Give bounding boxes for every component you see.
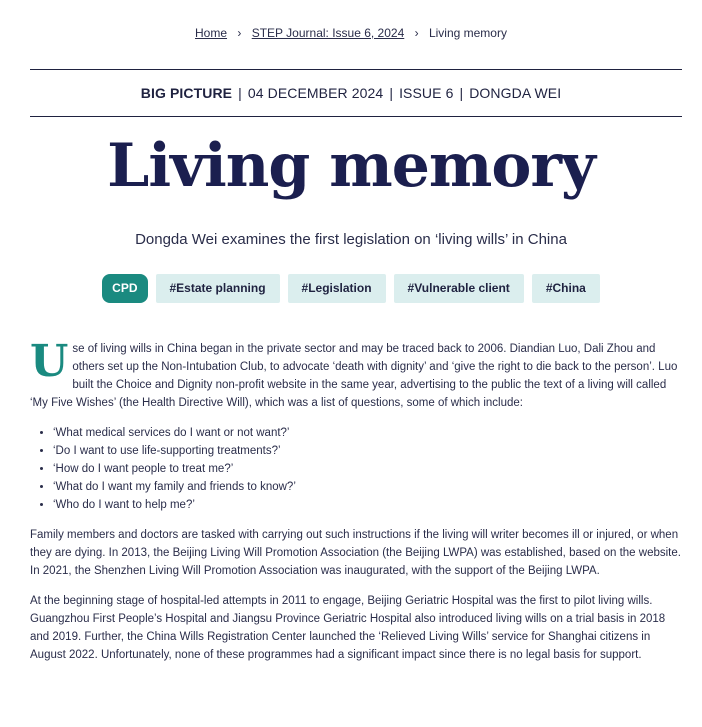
chevron-right-icon: › xyxy=(414,26,419,40)
list-item: • ‘Do I want to use life-supporting treatments?’ xyxy=(53,442,682,460)
breadcrumb xyxy=(0,26,702,40)
drop-cap: U xyxy=(30,336,69,387)
tag-china[interactable]: #China xyxy=(532,274,600,303)
meta-separator: | xyxy=(238,85,242,101)
list-item: • ‘How do I want people to treat me?’ xyxy=(53,460,682,478)
meta-separator: | xyxy=(389,85,394,101)
article-issue: ISSUE 6 xyxy=(399,85,454,101)
paragraph: At the beginning stage of hospital-led attempts in 2011 to engage, Beijing Geriatric Hospital was the first to pilot living wills. Guangzhou First People’s Hospital and Jiangsu Province Geriatric Hospital also introduced living wills on a trial basis in 2018 and 2019. Further, the China Wills Registration Center launched the ‘Relieved Living Wills’ service for Shanghai citizens in August 2022. Unfortunately, none of these programmes had a significant impact since there is no legal basis for support. xyxy=(30,595,666,661)
meta-separator: | xyxy=(459,85,464,101)
article-date: 04 DECEMBER 2024 xyxy=(247,85,384,101)
article-author: DONGDA WEI xyxy=(469,85,562,101)
tag-vulnerable-client[interactable]: #Vulnerable client xyxy=(394,274,524,303)
list-item: • ‘What medical services do I want or not want?’ xyxy=(53,424,682,442)
paragraph: Family members and doctors are tasked with carrying out such instructions if the living will writer becomes ill or injured, or when they are dying. In 2013, the Beijing Living Will Promotion Association (the Beijing LWPA) was established, based on the website. In 2021, the Shenzhen Living Will Promotion Association was inaugurated, with the support of the Beijing LWPA. xyxy=(30,529,681,577)
article-kicker: BIG PICTURE xyxy=(140,85,233,101)
article-meta xyxy=(0,85,702,101)
breadcrumb-journal-link[interactable]: STEP Journal: Issue 6, 2024 xyxy=(251,26,405,40)
article-standfirst: Dongda Wei examines the first legislation on ‘living wills’ in China xyxy=(135,231,567,248)
tag-legislation[interactable]: #Legislation xyxy=(288,274,386,303)
tag-list xyxy=(0,274,702,303)
article-body xyxy=(30,336,682,676)
list-item: • ‘What do I want my family and friends to know?’ xyxy=(53,478,682,496)
list-item: • ‘Who do I want to help me?’ xyxy=(53,496,682,514)
article-title: Living memory xyxy=(107,131,595,201)
paragraph xyxy=(30,336,682,412)
breadcrumb-current: Living memory xyxy=(428,26,507,40)
breadcrumb-home-link[interactable]: Home xyxy=(195,26,228,40)
top-divider xyxy=(30,69,682,70)
paragraph-text: se of living wills in China began in the private sector and may be traced back to 2006. Diandian Luo, Dali Zhou and others set up the Non-Intubation Club, to advocate ‘death with dignity’ and ‘give the right to die back to the person’. Luo built the Choice and Dignity non-profit website in the same year, advertising to the public the text of a living will called ‘My Five Wishes’ (the Health Directive Will), which was a list of questions, some of which include: xyxy=(30,343,678,409)
bottom-divider xyxy=(30,116,682,117)
chevron-right-icon: › xyxy=(237,26,242,40)
tag-estate-planning[interactable]: #Estate planning xyxy=(156,274,280,303)
tag-cpd[interactable]: CPD xyxy=(102,274,147,303)
wishes-list xyxy=(30,424,682,514)
